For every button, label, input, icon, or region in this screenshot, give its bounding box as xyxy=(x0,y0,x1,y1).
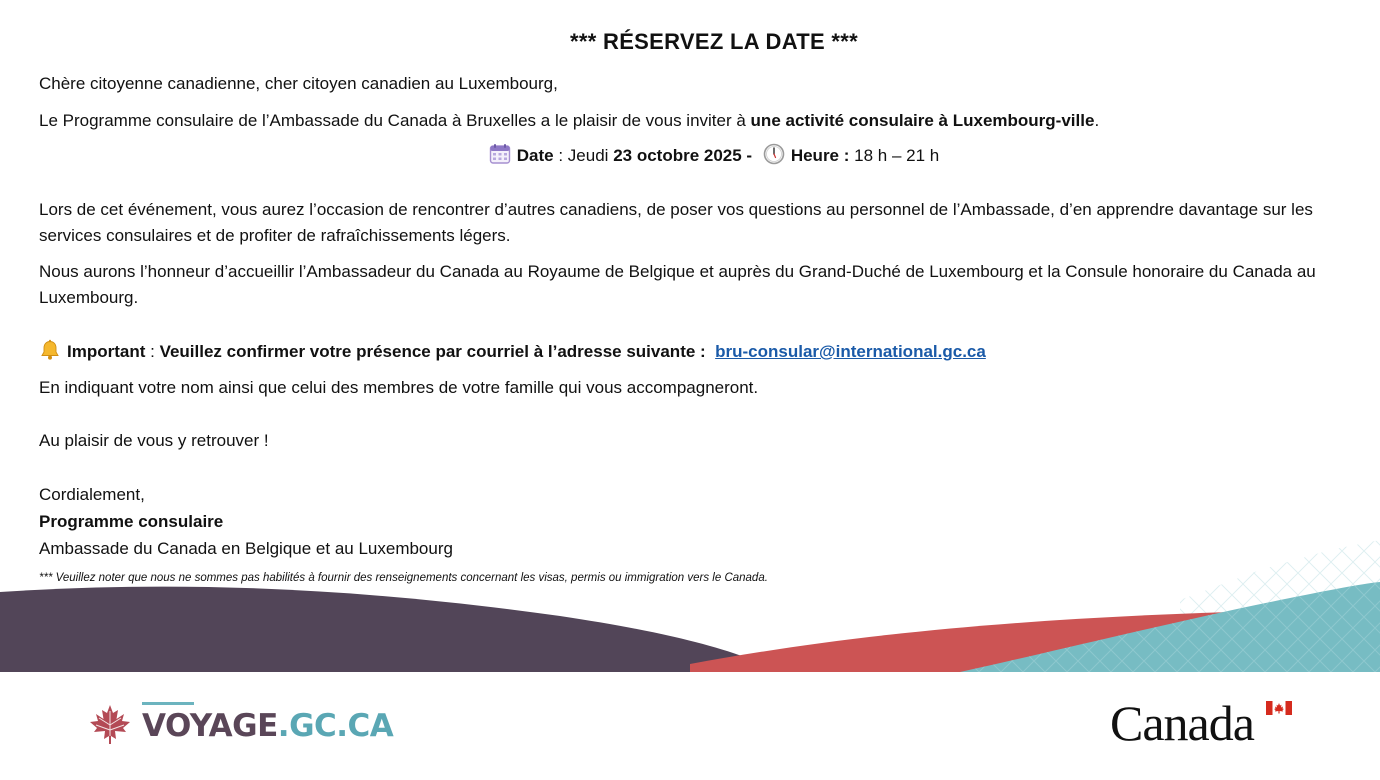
intro-paragraph xyxy=(39,108,1099,134)
date-label: Date xyxy=(516,146,554,165)
voyage-logo[interactable] xyxy=(88,704,393,748)
important-text: Veuillez confirmer votre présence par courriel à l’adresse suivante : xyxy=(159,342,706,361)
clock-icon xyxy=(763,143,785,173)
important-label: Important xyxy=(67,342,146,361)
page-title: *** RÉSERVEZ LA DATE *** xyxy=(570,29,858,54)
intro-emphasis: une activité consulaire à Luxembourg-ville xyxy=(750,111,1095,130)
time-label: Heure : xyxy=(790,146,850,165)
voyage-logo-domain: .GC.CA xyxy=(277,708,394,744)
event-details xyxy=(39,143,1380,173)
decorative-wave-banner xyxy=(0,540,1380,672)
footnote: *** Veuillez noter que nous ne sommes pas habilités à fournir des renseignements concernant les visas, permis ou immigration vers le Canada. xyxy=(39,572,768,584)
intro-text: Le Programme consulaire de l’Ambassade du Canada à Bruxelles a le plaisir de vous inviter à xyxy=(39,111,751,130)
signature-name: Programme consulaire xyxy=(39,512,224,531)
instructions: En indiquant votre nom ainsi que celui des membres de votre famille qui vous accompagneront. xyxy=(39,378,759,397)
greeting: Chère citoyenne canadienne, cher citoyen canadien au Luxembourg, xyxy=(39,74,558,93)
closing-line: Au plaisir de vous y retrouver ! xyxy=(39,431,269,450)
voyage-logo-main: VOYAGE xyxy=(142,708,278,744)
ambassador-paragraph: Nous aurons l’honneur d’accueillir l’Ambassadeur du Canada au Royaume de Belgique et auprès du Grand-Duché de Luxembourg et la Consule honoraire du Canada au Luxembourg. xyxy=(39,262,1316,307)
time-value: 18 h – 21 h xyxy=(849,146,940,165)
wave-dark xyxy=(0,587,780,672)
important-notice xyxy=(39,339,986,369)
email-link[interactable]: bru-consular@international.gc.ca xyxy=(715,342,986,361)
bell-icon xyxy=(39,339,61,369)
important-separator: : xyxy=(145,342,160,361)
maple-leaf-icon xyxy=(88,703,132,750)
canada-flag-icon xyxy=(1266,701,1292,720)
voyage-logo-bar xyxy=(142,702,194,705)
canada-wordmark: Canada xyxy=(1110,695,1254,751)
voyage-logo-text xyxy=(142,708,393,744)
signature-organization: Ambassade du Canada en Belgique et au Luxembourg xyxy=(39,539,453,558)
salutation: Cordialement, xyxy=(39,485,145,504)
date-value: 23 octobre 2025 - xyxy=(613,146,753,165)
calendar-icon xyxy=(489,143,511,173)
event-description: Lors de cet événement, vous aurez l’occasion de rencontrer d’autres canadiens, de poser vos questions au personnel de l’Ambassade, d’en apprendre davantage sur les services consulaires et de profiter de rafraîchissements légers. xyxy=(39,200,1313,245)
date-separator: : Jeudi xyxy=(553,146,614,165)
intro-end: . xyxy=(1094,111,1100,130)
